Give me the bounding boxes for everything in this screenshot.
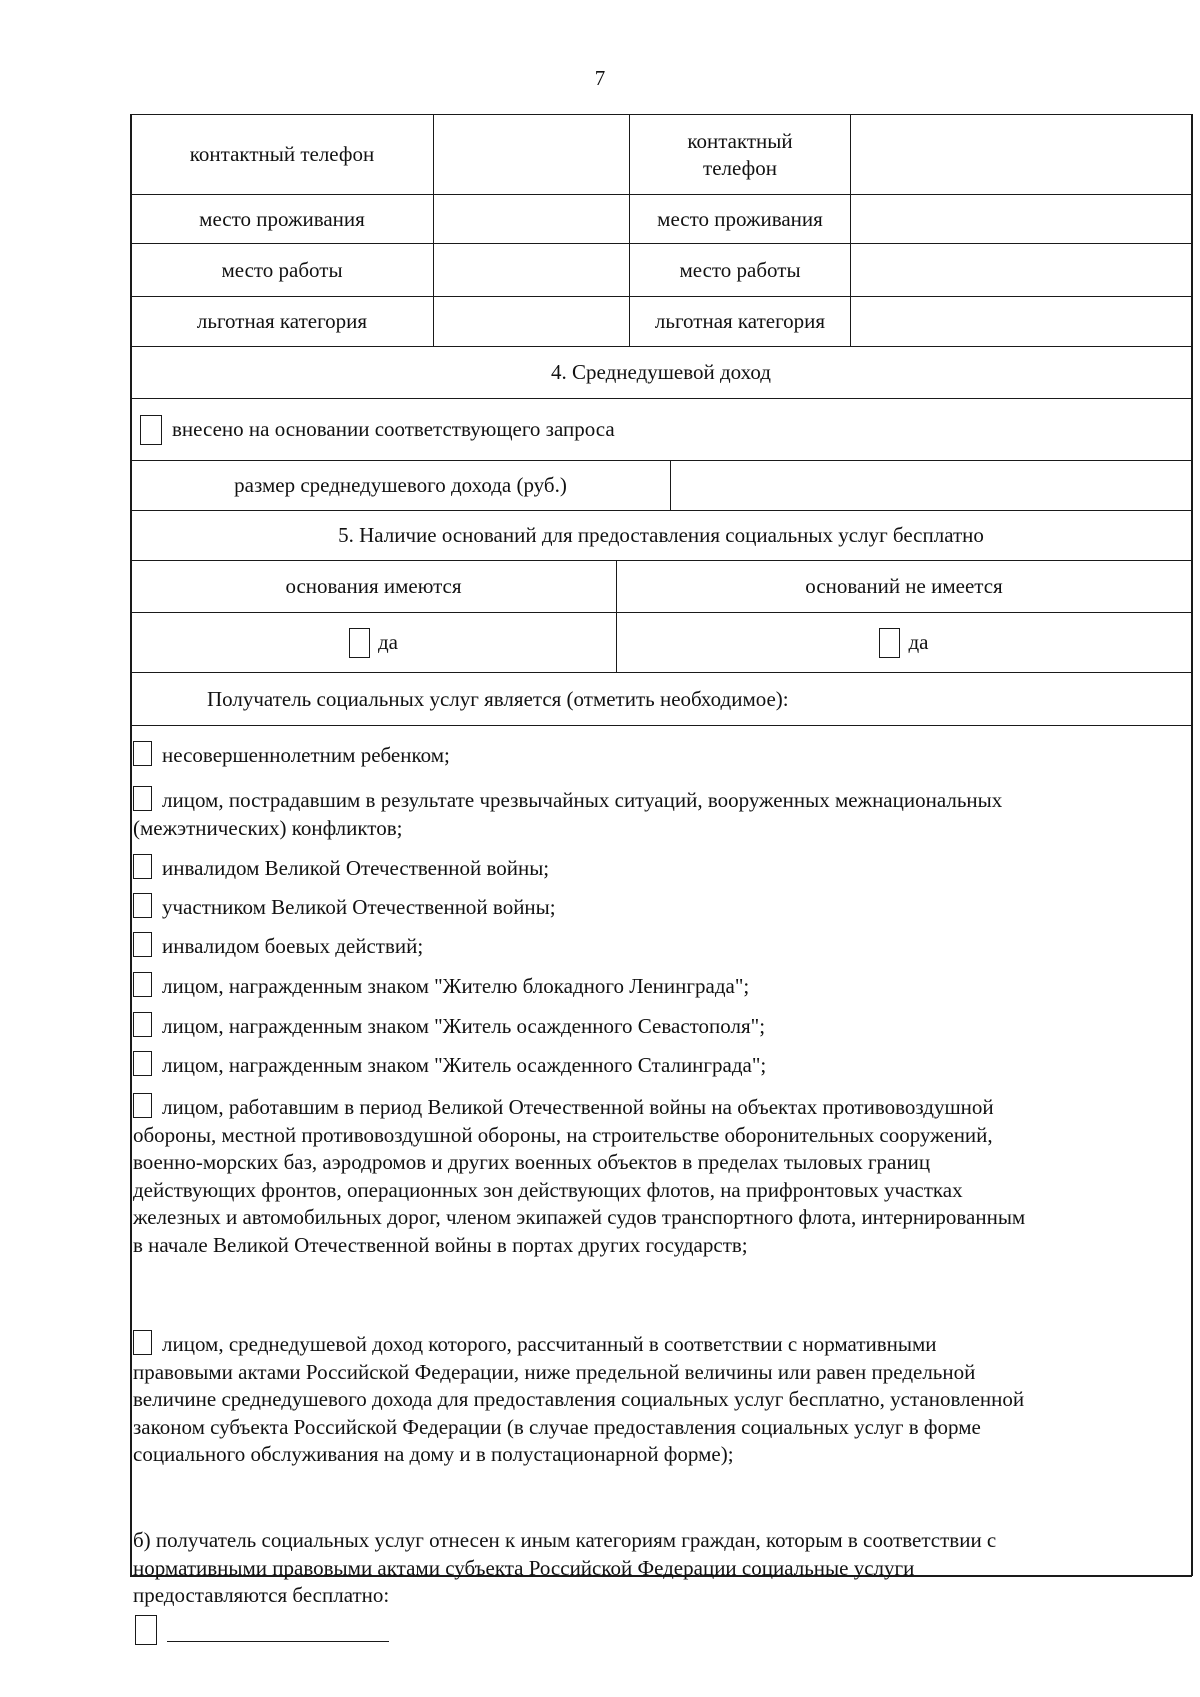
income-request-label: внесено на основании соответствующего запроса bbox=[172, 417, 615, 441]
recipient-option-label: лицом, работавшим в период Великой Отечественной войны на объектах противовоздушной обороны, местной противовоздушной обороны, на строительстве оборонительных сооружений, военно-морских баз, аэродромов и других военных объектов в пределах тыловых границ действующих фронтов, операционных зон действующих флотов, на прифронтовых участках железных и автомобильных дорог, членом экипажей судов транспортного флота, интернированным в начале Великой Отечественной войны в портах других государств; bbox=[133, 1095, 1026, 1257]
recipient-option bbox=[133, 893, 1033, 922]
benefit-label-left: льготная категория bbox=[196, 309, 368, 333]
work-label-left: место работы bbox=[221, 257, 343, 282]
recipient-option-checkbox[interactable] bbox=[133, 972, 152, 997]
recipient-option-checkbox[interactable] bbox=[133, 1051, 152, 1076]
grounds-no-label: да bbox=[908, 630, 929, 654]
recipient-prompt: Получатель социальных услуг является (отметить необходимое): bbox=[207, 686, 789, 711]
recipient-option-label: лицом, пострадавшим в результате чрезвычайных ситуаций, вооруженных межнациональных (межэтнических) конфликтов; bbox=[133, 788, 1003, 840]
section5-title: 5. Наличие оснований для предоставления социальных услуг бесплатно bbox=[338, 523, 984, 547]
recipient-option bbox=[133, 854, 1033, 883]
recipient-option-label: участником Великой Отечественной войны; bbox=[162, 895, 556, 919]
phone-label-right-line1: контактный bbox=[687, 128, 793, 153]
other-categories-blank-field[interactable] bbox=[167, 1619, 389, 1642]
recipient-option-label: лицом, среднедушевой доход которого, рассчитанный в соответствии с нормативными правовыми актами Российской Федерации, ниже предельной величины или равен предельной величине среднедушевого дохода для предоставления социальных услуг бесплатно, установленной законом субъекта Российской Федерации (в случае предоставления социальных услуг в форме социального обслуживания на дому и в полустационарной форме); bbox=[133, 1332, 1025, 1466]
income-amount-label: размер среднедушевого дохода (руб.) bbox=[234, 473, 567, 497]
recipient-option-checkbox[interactable] bbox=[133, 1330, 152, 1355]
phone-value-right[interactable] bbox=[851, 115, 1191, 194]
recipient-option-checkbox[interactable] bbox=[133, 932, 152, 957]
row-divider bbox=[130, 725, 1192, 726]
grounds-no-option bbox=[617, 613, 1191, 672]
grounds-no-checkbox[interactable] bbox=[879, 628, 900, 658]
income-request-row bbox=[140, 399, 615, 460]
recipient-option bbox=[133, 932, 1033, 961]
recipient-option-label: лицом, награжденным знаком "Житель осажденного Сталинграда"; bbox=[162, 1053, 767, 1077]
residence-label-left: место проживания bbox=[199, 206, 365, 231]
residence-label-right: место проживания bbox=[657, 206, 823, 231]
recipient-option-checkbox[interactable] bbox=[133, 1093, 152, 1118]
recipient-option bbox=[133, 1093, 1033, 1259]
work-value-right[interactable] bbox=[851, 244, 1191, 296]
phone-value-left[interactable] bbox=[434, 115, 629, 194]
grounds-yes-header: основания имеются bbox=[285, 574, 462, 598]
section4-title: 4. Среднедушевой доход bbox=[551, 360, 771, 384]
recipient-option-checkbox[interactable] bbox=[133, 741, 152, 766]
recipient-option bbox=[133, 1051, 1033, 1080]
work-label-right: место работы bbox=[679, 257, 801, 282]
benefit-value-left[interactable] bbox=[434, 297, 629, 346]
recipient-option bbox=[133, 741, 1033, 770]
other-categories-text: б) получатель социальных услуг отнесен к иным категориям граждан, которым в соответствии с нормативными правовыми актами субъекта Российской Федерации социальные услуги предоставляются бесплатно: bbox=[133, 1528, 997, 1607]
phone-label-right-line2: телефон bbox=[703, 155, 777, 180]
income-amount-field[interactable] bbox=[671, 461, 1191, 510]
recipient-option bbox=[133, 972, 1033, 1001]
recipient-option bbox=[133, 1330, 1033, 1469]
page-number: 7 bbox=[594, 66, 606, 90]
table-border-right bbox=[1191, 114, 1193, 1576]
phone-label-right bbox=[630, 115, 850, 194]
recipient-option-checkbox[interactable] bbox=[133, 1012, 152, 1037]
recipient-option-checkbox[interactable] bbox=[133, 893, 152, 918]
residence-value-right[interactable] bbox=[851, 195, 1191, 243]
recipient-option-label: лицом, награжденным знаком "Жителю блокадного Ленинграда"; bbox=[162, 974, 750, 998]
grounds-yes-checkbox[interactable] bbox=[349, 628, 370, 658]
phone-label-left: контактный телефон bbox=[189, 142, 375, 166]
recipient-option-label: инвалидом Великой Отечественной войны; bbox=[162, 856, 550, 880]
grounds-yes-option bbox=[131, 613, 616, 672]
recipient-option-checkbox[interactable] bbox=[133, 854, 152, 879]
recipient-option-label: лицом, награжденным знаком "Житель осажденного Севастополя"; bbox=[162, 1014, 766, 1038]
income-request-checkbox[interactable] bbox=[140, 415, 162, 445]
recipient-option bbox=[133, 786, 1033, 842]
residence-value-left[interactable] bbox=[434, 195, 629, 243]
benefit-label-right: льготная категория bbox=[654, 309, 826, 333]
grounds-yes-label: да bbox=[377, 630, 398, 654]
recipient-option-label: несовершеннолетним ребенком; bbox=[162, 743, 450, 767]
other-categories-entry bbox=[135, 1615, 389, 1645]
recipient-option-checkbox[interactable] bbox=[133, 786, 152, 811]
recipient-option-label: инвалидом боевых действий; bbox=[162, 934, 424, 958]
work-value-left[interactable] bbox=[434, 244, 629, 296]
recipient-option bbox=[133, 1012, 1033, 1041]
benefit-value-right[interactable] bbox=[851, 297, 1191, 346]
other-categories-checkbox[interactable] bbox=[135, 1615, 157, 1645]
grounds-no-header: оснований не имеется bbox=[805, 574, 1003, 598]
